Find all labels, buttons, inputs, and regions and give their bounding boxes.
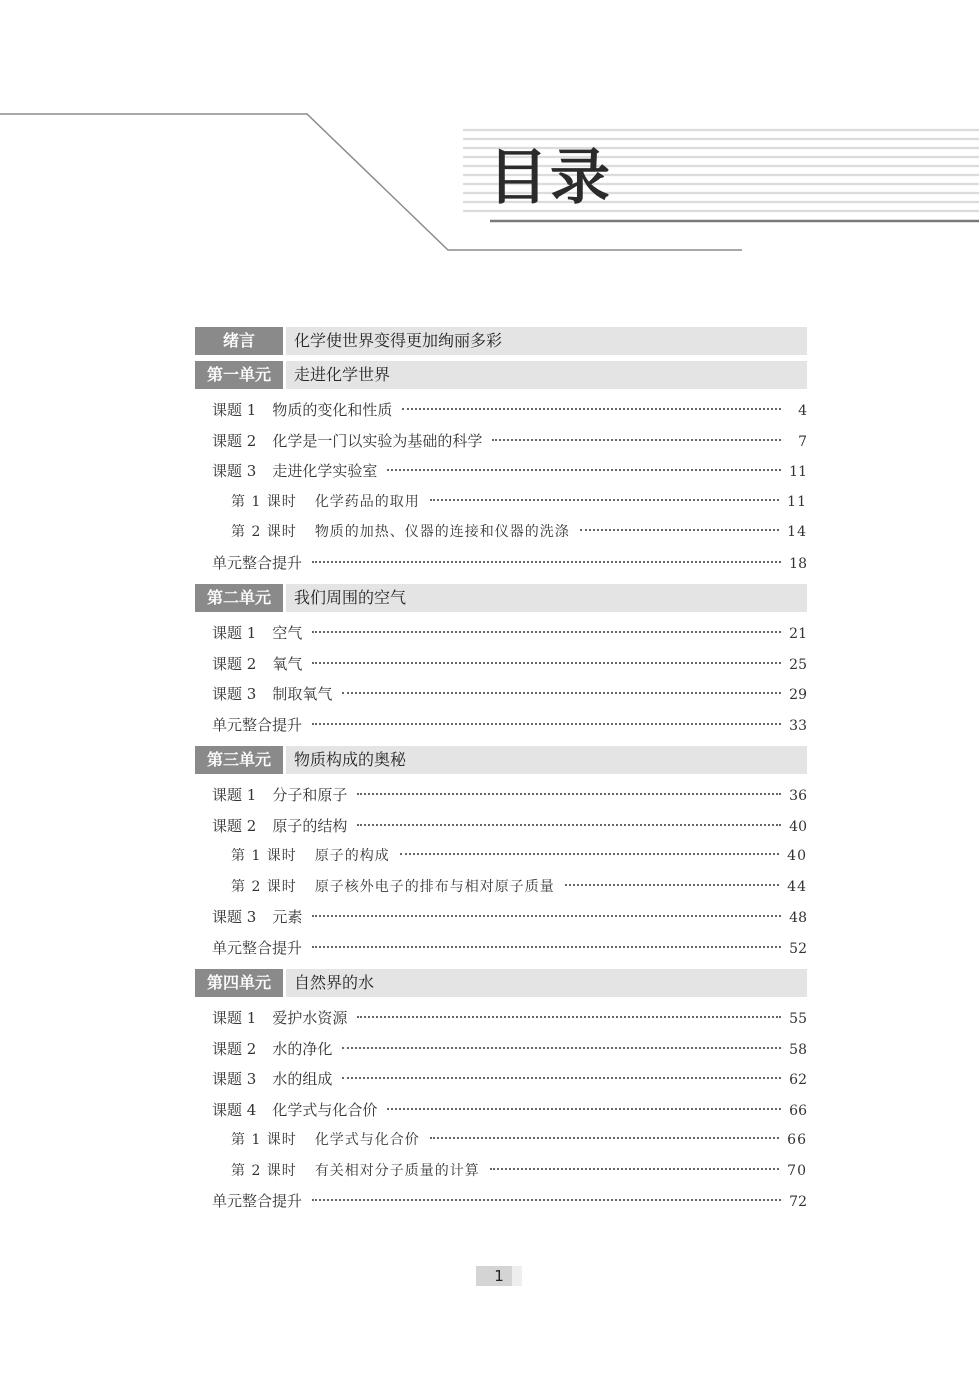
toc-subentry[interactable] [195, 1125, 807, 1156]
entry-title: 爱护水资源 [272, 1009, 348, 1027]
entry-number: 课题 1 [212, 401, 257, 419]
entry-title: 化学式与化合价 [272, 1100, 378, 1119]
dot-leader [430, 499, 779, 501]
section-tag: 第四单元 [195, 969, 283, 997]
section-tag: 第一单元 [195, 361, 283, 389]
entry-page-number: 72 [789, 1194, 807, 1210]
toc-entry[interactable] [195, 1034, 807, 1065]
section-tag: 第二单元 [195, 584, 283, 612]
dot-leader [357, 1016, 781, 1018]
toc-subentry[interactable] [195, 517, 807, 548]
page-title: 目录 [488, 143, 612, 213]
dot-leader [312, 946, 781, 948]
entry-title: 原子的结构 [272, 816, 348, 835]
toc-subentry[interactable] [195, 487, 807, 518]
entry-number: 第 1 课时 [231, 1132, 297, 1148]
entry-page-number: 29 [789, 687, 807, 703]
toc-entry[interactable] [195, 395, 807, 426]
dot-leader [312, 662, 781, 664]
toc-subentry[interactable] [195, 872, 807, 903]
dot-leader [342, 1077, 781, 1079]
entry-number: 课题 2 [212, 1039, 257, 1058]
toc-entry[interactable] [195, 456, 807, 487]
entry-number: 课题 1 [212, 786, 257, 804]
entry-number: 课题 2 [212, 816, 257, 835]
toc-entry[interactable] [195, 618, 807, 649]
entry-page-number: 14 [787, 524, 807, 540]
toc-subentry[interactable] [195, 1156, 807, 1187]
dot-leader [342, 1047, 781, 1049]
toc-entry[interactable] [195, 1186, 807, 1217]
toc-entry[interactable] [195, 1095, 807, 1126]
entry-page-number: 36 [789, 788, 807, 804]
entry-page-number: 55 [789, 1011, 807, 1027]
dot-leader [492, 439, 781, 441]
entry-number: 第 1 课时 [231, 848, 297, 864]
entry-title: 原子核外电子的排布与相对原子质量 [314, 878, 555, 895]
entry-number: 第 2 课时 [231, 1162, 297, 1179]
entry-page-number: 48 [789, 910, 807, 926]
entry-number: 课题 1 [212, 1009, 257, 1027]
entry-number: 第 2 课时 [231, 878, 297, 895]
toc-section-header [195, 746, 807, 774]
entry-title: 物质的变化和性质 [272, 401, 393, 419]
entry-title: 化学药品的取用 [314, 493, 420, 510]
dot-leader [430, 1137, 779, 1139]
entry-title: 原子的构成 [314, 848, 390, 864]
dot-leader [402, 408, 781, 410]
entry-page-number: 40 [787, 848, 807, 864]
toc-section-header [195, 327, 807, 355]
entry-number: 第 1 课时 [231, 493, 297, 510]
toc-entry[interactable] [195, 679, 807, 710]
section-title: 我们周围的空气 [286, 584, 807, 612]
entry-number: 课题 1 [212, 624, 257, 642]
section-title: 走进化学世界 [286, 361, 807, 389]
entry-number: 课题 4 [212, 1100, 257, 1119]
header-decoration [0, 0, 979, 260]
toc-entry[interactable] [195, 780, 807, 811]
toc-entry[interactable] [195, 933, 807, 964]
entry-number: 课题 3 [212, 1070, 257, 1088]
table-of-contents [195, 327, 807, 1217]
toc-entry[interactable] [195, 1003, 807, 1034]
page-number: 1 [476, 1266, 522, 1286]
section-title: 物质构成的奥秘 [286, 746, 807, 774]
dot-leader [387, 1108, 781, 1110]
entry-page-number: 21 [789, 626, 807, 642]
dot-leader [357, 793, 781, 795]
entry-page-number: 58 [789, 1041, 807, 1058]
dot-leader [387, 469, 781, 471]
entry-page-number: 44 [787, 878, 807, 895]
toc-entry[interactable] [195, 649, 807, 680]
entry-page-number: 40 [789, 818, 807, 835]
entry-number: 课题 2 [212, 431, 257, 450]
toc-entry[interactable] [195, 811, 807, 842]
entry-number: 课题 3 [212, 685, 257, 703]
entry-page-number: 66 [787, 1132, 807, 1148]
toc-entry[interactable] [195, 426, 807, 457]
dot-leader [312, 915, 781, 917]
entry-page-number: 4 [798, 403, 807, 419]
entry-title: 单元整合提升 [212, 715, 303, 734]
entry-page-number: 18 [789, 555, 807, 572]
entry-title: 走进化学实验室 [272, 462, 378, 480]
section-title: 自然界的水 [286, 969, 807, 997]
toc-section-header [195, 969, 807, 997]
dot-leader [400, 853, 779, 855]
toc-section-header [195, 584, 807, 612]
entry-title: 化学式与化合价 [314, 1132, 420, 1148]
dot-leader [580, 529, 779, 531]
entry-page-number: 11 [787, 493, 807, 510]
entry-title: 水的组成 [272, 1070, 333, 1088]
dot-leader [490, 1168, 779, 1170]
entry-title: 单元整合提升 [212, 1192, 303, 1210]
entry-page-number: 52 [789, 940, 807, 957]
entry-page-number: 11 [789, 464, 807, 480]
dot-leader [565, 884, 779, 886]
dot-leader [312, 1199, 781, 1201]
entry-title: 制取氧气 [272, 685, 333, 703]
entry-page-number: 25 [789, 656, 807, 673]
toc-entry[interactable] [195, 548, 807, 579]
entry-page-number: 70 [787, 1162, 807, 1179]
entry-number: 课题 3 [212, 462, 257, 480]
entry-title: 单元整合提升 [212, 938, 303, 957]
toc-section-header [195, 361, 807, 389]
entry-page-number: 33 [789, 717, 807, 734]
section-title: 化学使世界变得更加绚丽多彩 [286, 327, 807, 355]
section-tag: 第三单元 [195, 746, 283, 774]
entry-title: 分子和原子 [272, 786, 348, 804]
entry-number: 课题 2 [212, 654, 257, 673]
entry-number: 课题 3 [212, 908, 257, 926]
toc-entry[interactable] [195, 902, 807, 933]
dot-leader [312, 723, 781, 725]
entry-title: 物质的加热、仪器的连接和仪器的洗涤 [314, 524, 570, 540]
entry-title: 单元整合提升 [212, 553, 303, 572]
entry-title: 有关相对分子质量的计算 [314, 1162, 480, 1179]
entry-page-number: 62 [789, 1072, 807, 1088]
toc-entry[interactable] [195, 710, 807, 741]
entry-title: 水的净化 [272, 1039, 333, 1058]
toc-entry[interactable] [195, 1064, 807, 1095]
entry-title: 空气 [272, 624, 303, 642]
entry-title: 元素 [272, 908, 303, 926]
section-tag: 绪言 [195, 327, 283, 355]
entry-page-number: 7 [798, 433, 807, 450]
dot-leader [312, 631, 781, 633]
entry-page-number: 66 [789, 1102, 807, 1119]
dot-leader [357, 824, 781, 826]
entry-title: 氧气 [272, 654, 303, 673]
toc-subentry[interactable] [195, 841, 807, 872]
entry-title: 化学是一门以实验为基础的科学 [272, 431, 483, 450]
dot-leader [312, 561, 781, 563]
entry-number: 第 2 课时 [231, 524, 297, 540]
dot-leader [342, 692, 781, 694]
